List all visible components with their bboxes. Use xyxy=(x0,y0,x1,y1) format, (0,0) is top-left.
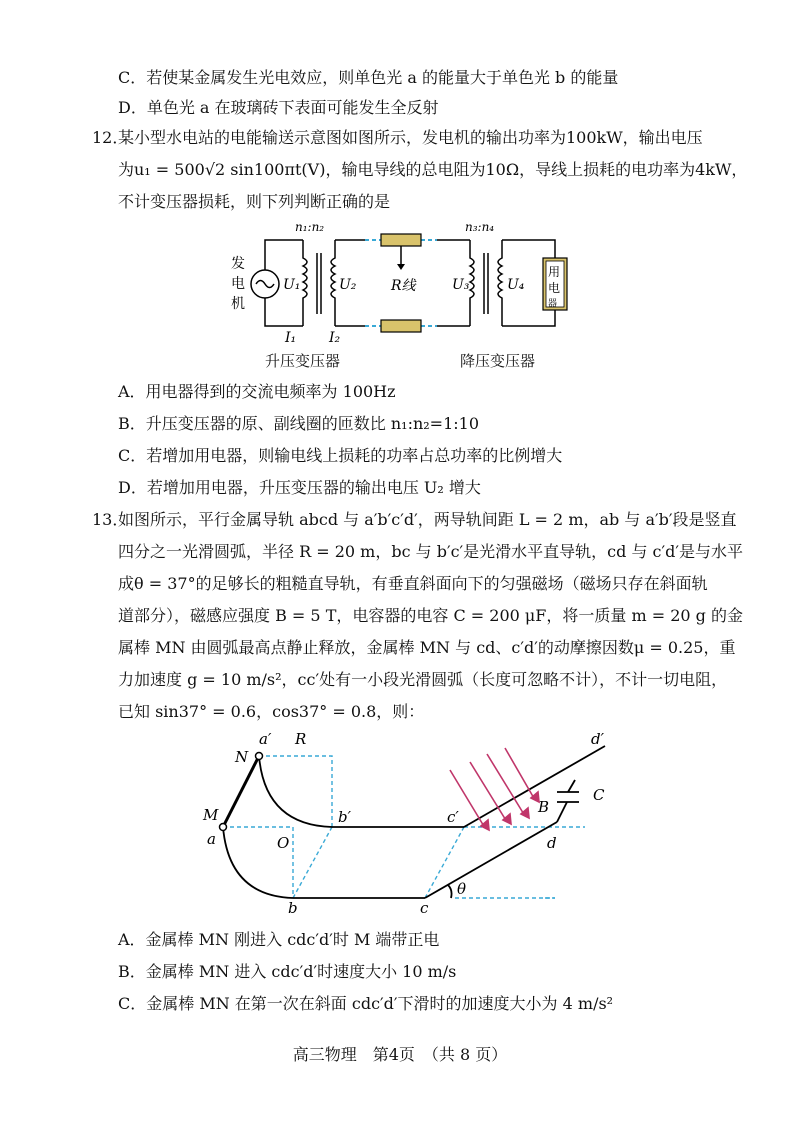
caption-step-down: 降压变压器 xyxy=(460,352,536,370)
ratio-n1n2: n₁:n₂ xyxy=(295,220,325,234)
label-c: c xyxy=(420,899,429,915)
q12-option-a: A．用电器得到的交流电频率为 100Hz xyxy=(118,382,396,401)
q12-option-d: D．若增加用电器，升压变压器的输出电压 U₂ 增大 xyxy=(118,478,481,497)
q13-line1: 如图所示，平行金属导轨 abcd 与 a′b′c′d′，两导轨间距 L = 2 m，ab 与 a′b′段是竖直 xyxy=(118,510,737,529)
label-u4: U₄ xyxy=(507,277,525,293)
q12-option-b: B．升压变压器的原、副线圈的匝数比 n₁:n₂=1:10 xyxy=(118,414,480,433)
gen-label-3: 机 xyxy=(231,296,245,312)
q13-line2: 四分之一光滑圆弧，半径 R = 20 m，bc 与 b′c′是光滑水平直导轨，cd 与 c′d′是与水平 xyxy=(118,542,744,561)
label-field-b: B xyxy=(538,798,550,816)
label-a-prime: a′ xyxy=(259,730,272,748)
option-d-prev: D．单色光 a 在玻璃砖下表面可能发生全反射 xyxy=(118,98,439,117)
load-label-3: 器 xyxy=(548,299,558,309)
gen-label-1: 发 xyxy=(231,256,245,272)
q12-line3: 不计变压器损耗，则下列判断正确的是 xyxy=(118,192,391,211)
label-u1: U₁ xyxy=(283,277,301,293)
q12-line2: 为u₁ = 500√2 sin100πt(V)，输电导线的总电阻为10Ω，导线上损耗的电功率为4kW， xyxy=(118,160,748,179)
q13-option-a: A．金属棒 MN 刚进入 cdc′d′时 M 端带正电 xyxy=(118,930,440,949)
label-a: a xyxy=(207,830,216,848)
label-capacitor-c: C xyxy=(593,786,605,804)
label-u2: U₂ xyxy=(339,277,357,293)
label-i2: I₂ xyxy=(329,330,341,346)
label-d-prime: d′ xyxy=(591,730,605,748)
q13-line7: 已知 sin37° = 0.6，cos37° = 0.8，则： xyxy=(118,702,425,721)
label-d: d xyxy=(547,834,557,852)
q13-option-b: B．金属棒 MN 进入 cdc′d′时速度大小 10 m/s xyxy=(118,962,457,981)
q13-line6: 力加速度 g = 10 m/s²，cc′处有一小段光滑圆弧（长度可忽略不计），不计一切电阻， xyxy=(118,670,728,689)
label-b-prime: b′ xyxy=(338,808,352,826)
label-m: M xyxy=(203,806,219,824)
ratio-n3n4: n₃:n₄ xyxy=(465,220,495,234)
label-u3: U₃ xyxy=(452,277,470,293)
label-c-prime: c′ xyxy=(447,808,459,826)
q13-line5: 属棒 MN 由圆弧最高点静止释放，金属棒 MN 与 cd、c′d′的动摩擦因数μ = 0.25，重 xyxy=(118,638,736,657)
gen-label-2: 电 xyxy=(231,276,245,292)
label-o: O xyxy=(277,834,290,852)
label-n: N xyxy=(235,748,249,766)
q12-option-c: C．若增加用电器，则输电线上损耗的功率占总功率的比例增大 xyxy=(118,446,563,465)
label-r-line: R线 xyxy=(391,278,416,294)
caption-step-up: 升压变压器 xyxy=(265,352,341,370)
label-i1: I₁ xyxy=(285,330,297,346)
q13-line3: 成θ = 37°的足够长的粗糙直导轨，有垂直斜面向下的匀强磁场（磁场只存在斜面轨 xyxy=(118,574,708,593)
q12-number: 12． xyxy=(92,128,129,147)
page-footer: 高三物理 第4页 （共 8 页） xyxy=(292,1045,508,1064)
q12-line1: 某小型水电站的电能输送示意图如图所示，发电机的输出功率为100kW，输出电压 xyxy=(118,128,703,147)
label-r: R xyxy=(295,730,307,748)
label-theta: θ xyxy=(457,880,467,898)
q13-option-c: C．金属棒 MN 在第一次在斜面 cdc′d′下滑时的加速度大小为 4 m/s² xyxy=(118,994,614,1013)
label-b: b xyxy=(288,899,298,915)
option-c-prev: C．若使某金属发生光电效应，则单色光 a 的能量大于单色光 b 的能量 xyxy=(118,68,619,87)
load-label-2: 电 xyxy=(548,281,561,295)
load-label-1: 用 xyxy=(548,265,561,279)
q13-number: 13． xyxy=(92,510,129,529)
q13-line4: 道部分），磁感应强度 B = 5 T，电容器的电容 C = 200 μF，将一质量 m = 20 g 的金 xyxy=(118,606,744,625)
rail-diagram xyxy=(195,730,615,915)
